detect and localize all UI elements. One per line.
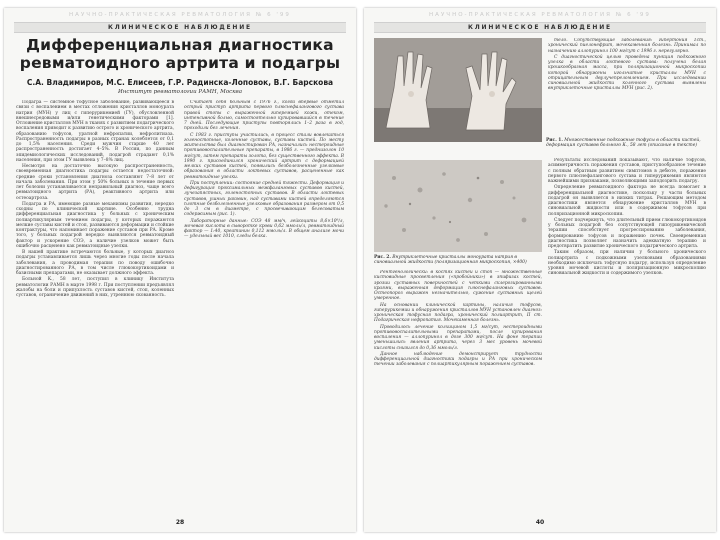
authors: С.А. Владимиров, М.С. Елисеев, Г.Р. Радинска-Лоповок, В.Г. Барскова — [26, 78, 334, 87]
figure-1-hands-photo — [374, 38, 542, 142]
paragraph: С диагностической целью проведена пункция подкожного узелка в области локтевого сустава: получена белая крошкообразная масса, при поляризационной микроскопии которой обнаружены игольчатые кристаллы МУН с отрицательным двулучепреломлением. При исследовании синовиальной жидкости коленного сустава выявлены внутриклеточные кристаллы МУН (рис. 2). — [548, 54, 706, 92]
paragraph: При поступлении: состояние средней тяжести. Деформация и дефигурация проксимальных межфаланговых суставов кистей, лучезапястных, голеностопных суставов. В области локтевых суставов, ушных раковин, над суставами кистей определяются плотные безболезненные узелковые образования размером от 0,5 до 3 см в диаметре, с просвечивающим белесоватым содержимым (рис. 1). — [184, 180, 344, 218]
figure-1-text: Множественные подкожные тофусы в области кистей, деформация суставов больного К., 58 лет (описание в тексте) — [546, 138, 701, 149]
journal-header: НАУЧНО-ПРАКТИЧЕСКАЯ РЕВМАТОЛОГИЯ № 6 '99 — [69, 12, 291, 18]
figure-2-caption — [374, 255, 542, 266]
paragraph: Подагра и РА, имеющие разные механизмы развития, нередко сходны по клинической картине. Особенно трудна дифференциальная диагностика у больных с хроническим полиартикулярным течением подагры, у которых поражаются мелкие суставы кистей и стоп, развиваются деформации и стойкие контрактуры, что напоминает поражение суставов при РА. Кроме того, у больных подагрой нередко выявляются ревматоидный фактор и ускорение СОЭ, а наличие узелков может быть ошибочно расценено как ревматоидные узелки. — [16, 201, 174, 249]
column-bottom-left — [374, 270, 542, 516]
article-title — [16, 36, 344, 72]
title-line-2: ревматоидного артрита и подагры — [19, 54, 341, 72]
hands-image — [374, 38, 542, 142]
affiliation: Институт ревматологии РАМН, Москва — [118, 89, 242, 95]
paragraph: Подагра — системное тофусное заболевание, развивающееся в связи с воспалением в местах отложения кристаллов моноурата натрия (МУН) у лиц с гиперурикемией (ГУ), обусловленной внешнесредовыми и/или генетическими факторами [1]. Отложение кристаллов МУН в тканях с развитием подагрического воспаления приводит к развитию острого и хронического артрита, образованию тофусов, уратной нефропатии, нефролитиаза. Распространенность подагры в разных странах колеблется от 0,1 до 1,5% населения. Среди мужчин старше 40 лет распространенность достигает 4–5%. В России, по данным эпидемиологических исследований, подагрой страдают 0,1% населения, при этом ГУ выявлена у 7–8% лиц. — [16, 100, 174, 163]
journal-header: НАУЧНО-ПРАКТИЧЕСКАЯ РЕВМАТОЛОГИЯ № 6 '99 — [429, 12, 651, 18]
paragraph: На основании клинической картины, наличия тофусов, гиперурикемии и обнаружения кристаллов МУН установлен диагноз: хроническая тофусная подагра, хронический полиартрит, II ст. Подагрическая нефропатия. Мочекаменная болезнь. — [374, 302, 542, 324]
figure-2-text: Внутриклеточные кристаллы моноурата натрия в синовиальной жидкости (поляризационная микроскопия, ×400) — [374, 255, 527, 266]
column-top-right — [548, 38, 706, 134]
section-heading: КЛИНИЧЕСКОЕ НАБЛЮДЕНИЕ — [14, 22, 346, 33]
column-1 — [16, 100, 174, 510]
paragraph: Рентгенологически: в костях кистей и стоп — множественные кистовидные просветления («пробойники») в эпифизах костей, эрозии суставных поверхностей с четкими склерозированными краями, выраженная деформация плюснефаланговых суставов. Остеопороз выражен незначительно, сужение суставных щелей умеренное. — [374, 270, 542, 302]
paragraph: Несмотря на достаточно высокую распространенность, своевременная диагностика подагры остается недостаточной: средние сроки установления диагноза составляют 7–8 лет от начала заболевания. При этом у 50% больных в течение первых лет болезни устанавливается неправильный диагноз, чаще всего ревматоидного артрита (РА), реактивного артрита или остеоартроза. — [16, 164, 174, 201]
figure-1-caption — [546, 138, 706, 149]
figure-1-label: Рис. 1. — [546, 138, 563, 143]
paragraph: Больной К., 58 лет, поступил в клинику Института ревматологии РАМН в марте 1998 г. При поступлении предъявлял жалобы на боли и припухлость суставов кистей, стоп, коленных суставов, ограничение движений в них, утреннюю скованность. — [16, 277, 174, 298]
column-right — [548, 158, 706, 516]
paragraph: Таким образом, при наличии у больного хронического полиартрита с подкожными узелковыми образованиями необходимо исключать тофусную подагру, используя определение уровня мочевой кислоты и поляризационную микроскопию синовиальной жидкости и содержимого узелков. — [548, 250, 706, 277]
right-page — [364, 8, 716, 532]
paragraph: Данное наблюдение демонстрирует трудности дифференциальной диагностики подагры и РА при хроническом течении заболевания с полиартикулярным поражением суставов. — [374, 351, 542, 368]
left-page — [4, 8, 356, 532]
paragraph: тело. Сопутствующие заболевания: гипертония 1ст., хронический пиелонефрит, мочекаменная болезнь. Принимал по назначению аллопуринол 100 мг/сут с 1996 г. нерегулярно. — [548, 38, 706, 54]
paragraph: Считает себя больным с 1976 г., когда впервые отметил острый приступ артрита первого плюснефалангового сустава правой стопы с выраженной гиперемией кожи, отеком, интенсивной болью, самостоятельно купировавшийся в течение 7 дней. Последующие приступы повторялись 1–2 раза в год, проходили без лечения. — [184, 100, 344, 132]
paragraph: Результаты исследований показывают, что наличие тофусов, асимметричность поражения суставов, приступообразное течение с полным обратным развитием симптомов в дебюте, поражение первого плюснефалангового сустава и гиперурикемия являются важнейшими признаками, позволяющими заподозрить подагру. — [548, 158, 706, 184]
page-number: 40 — [535, 519, 545, 526]
paragraph: Следует подчеркнуть, что длительный прием глюкокортикоидов у больных подагрой без сопутствующей гипоурикемической терапии способствует прогрессированию заболевания, формированию тофусов и поражению почек. Своевременная диагностика позволяет назначить адекватную терапию и предотвратить развитие хронического подагрического артрита. — [548, 217, 706, 249]
column-2 — [184, 100, 344, 510]
title-line-1: Дифференциальная диагностика — [26, 36, 334, 54]
page-number: 28 — [175, 519, 185, 526]
figure-2-label: Рис. 2. — [374, 255, 391, 260]
paragraph: С 1983 г. приступы участились, в процесс стали вовлекаться голеностопные, коленные суставы, суставы кистей. По месту жительства был диагностирован РА, назначались нестероидные противовоспалительные препараты, в 1986 г. — преднизолон 10 мг/сут, затем препараты золота, без существенного эффекта. В 1990 г. присоединился хронический артрит с деформацией мелких суставов кистей, появились безболезненные узелковые образования в области локтевых суставов, расцененные как ревматоидные узелки. — [184, 132, 344, 180]
micrograph-image — [374, 160, 542, 252]
figure-2-micrograph — [374, 160, 542, 252]
paragraph: В нашей практике встречаются больные, у которых диагноз подагры устанавливается лишь через многие годы после начала заболевания, а проводимая терапия по поводу ошибочно диагностированного РА, в том числе глюкокортикоидами и базисными препаратами, не оказывает должного эффекта. — [16, 250, 174, 276]
paragraph: Лабораторные данные: СОЭ 48 мм/ч, лейкоциты 8,6×10⁹/л, мочевая кислота в сыворотке крови 0,62 ммоль/л, ревматоидный фактор — 1:40, креатинин 0,112 ммоль/л. В общем анализе мочи — удельный вес 1010, следы белка. — [184, 218, 344, 240]
paragraph: Определение ревматоидного фактора не всегда помогает в дифференциальной диагностике, поскольку у части больных подагрой он выявляется в низких титрах. Решающим методом диагностики является обнаружение кристаллов МУН в синовиальной жидкости или в содержимом тофусов при поляризационной микроскопии. — [548, 185, 706, 217]
section-heading: КЛИНИЧЕСКОЕ НАБЛЮДЕНИЕ — [374, 22, 706, 33]
paragraph: Проводилось лечение колхицином 1,5 мг/сут, нестероидными противовоспалительными препаратами, после купирования воспаления — аллопуринол в дозе 300 мг/сут. На фоне терапии уменьшились явления артрита, через 3 мес уровень мочевой кислоты снизился до 0,36 ммоль/л. — [374, 324, 542, 351]
